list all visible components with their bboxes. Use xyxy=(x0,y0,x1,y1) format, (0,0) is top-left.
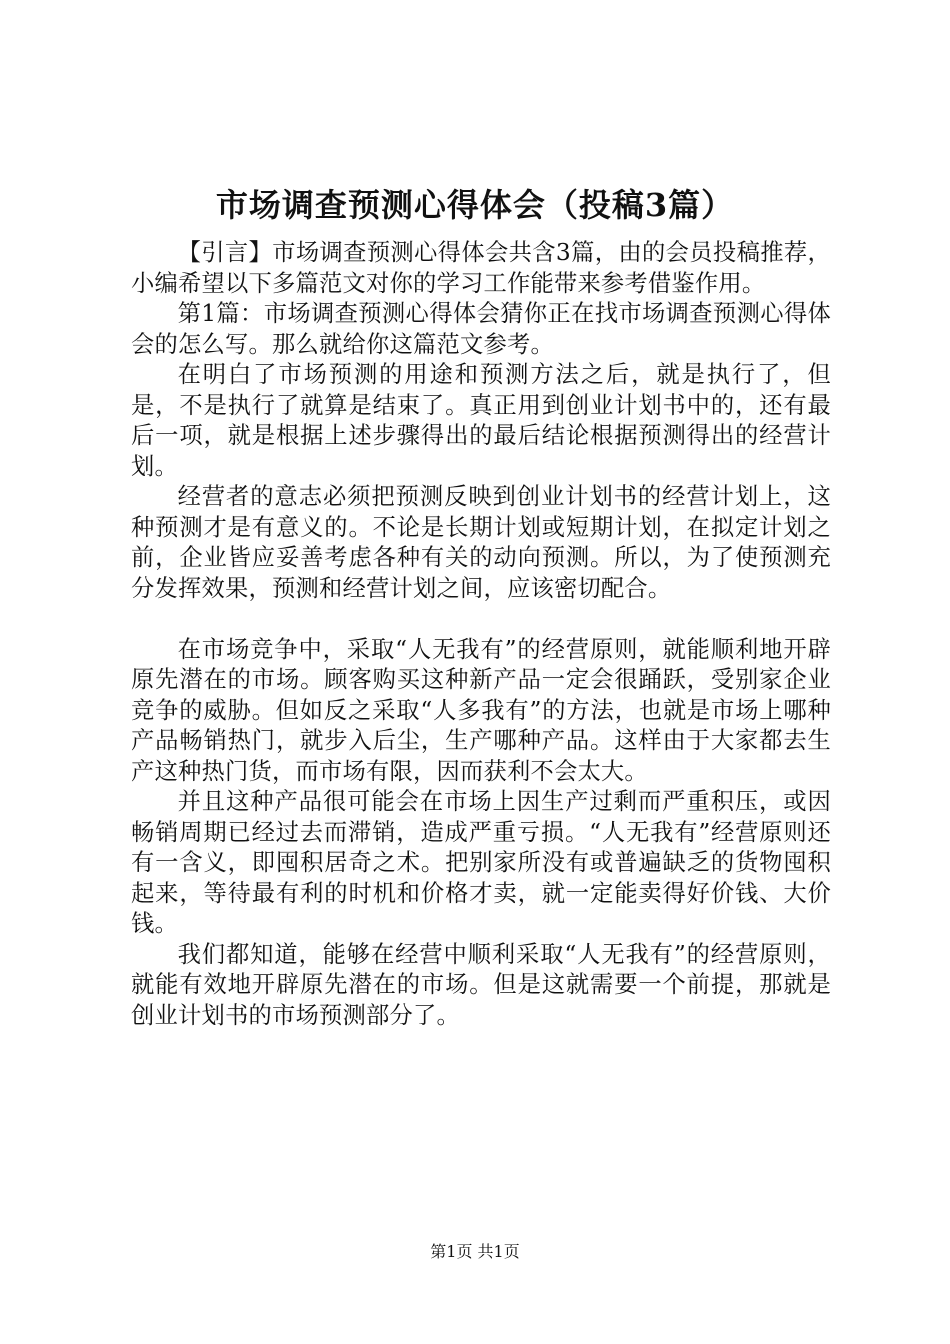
paragraph-market-competition: 在市场竞争中，采取“人无我有”的经营原则，就能顺利地开辟原先潜在的市场。顾客购买这种新产品一定会很踊跃，受别家企业竞争的威胁。但如反之采取“人多我有”的方法，也就是市场上哪种产品畅销热门，就步入后尘，生产哪种产品。这样由于大家都去生产这种热门货，而市场有限，因而获利不会太大。 xyxy=(131,635,831,785)
document-body xyxy=(131,238,831,1031)
paragraph-intro: 【引言】市场调查预测心得体会共含3篇，由的会员投稿推荐，小编希望以下多篇范文对你的学习工作能带来参考借鉴作用。 xyxy=(131,239,831,297)
page-footer: 第1页 共1页 xyxy=(430,1242,520,1261)
paragraph-manager-will: 经营者的意志必须把预测反映到创业计划书的经营计划上，这种预测才是有意义的。不论是长期计划或短期计划，在拟定计划之前，企业皆应妥善考虑各种有关的动向预测。所以，为了使预测充分发挥效果，预测和经营计划之间，应该密切配合。 xyxy=(131,483,831,602)
paragraph-conclusion: 我们都知道，能够在经营中顺利采取“人无我有”的经营原则，就能有效地开辟原先潜在的市场。但是这就需要一个前提，那就是创业计划书的市场预测部分了。 xyxy=(131,940,831,1029)
paragraph-overproduction: 并且这种产品很可能会在市场上因生产过剩而严重积压，或因畅销周期已经过去而滞销，造成严重亏损。“人无我有”经营原则还有一含义，即囤积居奇之术。把别家所没有或普遍缺乏的货物囤积起来，等待最有利的时机和价格才卖，就一定能卖得好价钱、大价钱。 xyxy=(131,788,831,937)
document-title: 市场调查预测心得体会（投稿3篇） xyxy=(215,186,735,224)
paragraph-part-1-heading: 第1篇：市场调查预测心得体会猜你正在找市场调查预测心得体会的怎么写。那么就给你这篇范文参考。 xyxy=(131,300,831,358)
paragraph-execution: 在明白了市场预测的用途和预测方法之后，就是执行了，但是，不是执行了就算是结束了。真正用到创业计划书中的，还有最后一项，就是根据上述步骤得出的最后结论根据预测得出的经营计划。 xyxy=(131,361,831,480)
